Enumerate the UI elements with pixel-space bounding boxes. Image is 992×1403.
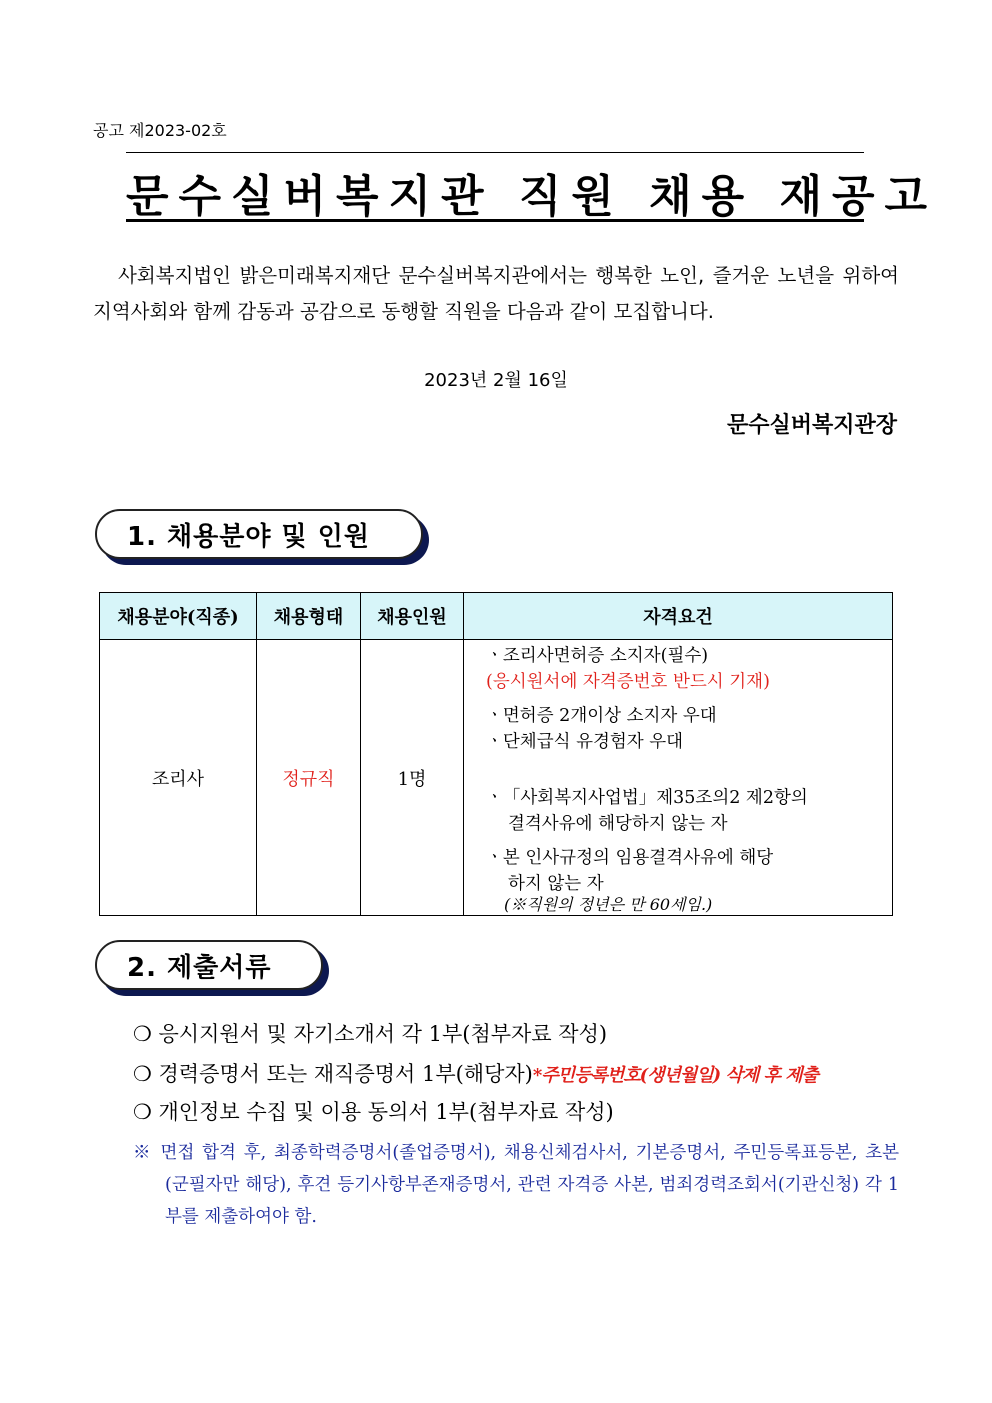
- page-title: 문수실버복지관 직원 채용 재공고: [126, 171, 938, 222]
- document-text: 경력증명서 또는 재직증명서 1부(해당자): [158, 1062, 533, 1086]
- requirement-line: (응시원서에 자격증번호 반드시 기재): [486, 672, 770, 692]
- signer: 문수실버복지관장: [726, 413, 897, 438]
- requirement-line: ㆍ「사회복지사업법」제35조의2 제2항의: [486, 788, 808, 808]
- table-row: [100, 640, 893, 916]
- circle-bullet-icon: ❍: [133, 1100, 152, 1124]
- circle-bullet-icon: ❍: [133, 1062, 152, 1086]
- header-count: 채용인원: [361, 593, 464, 640]
- document-item: [133, 1018, 607, 1048]
- cell-field: 조리사: [100, 640, 257, 916]
- intro-paragraph: 사회복지법인 밝은미래복지재단 문수실버복지관에서는 행복한 노인, 즐거운 노년을 위하여 지역사회와 함께 감동과 공감으로 동행할 직원을 다음과 같이 모집합니다.: [93, 264, 899, 323]
- document-item: [133, 1096, 614, 1126]
- document-item: [133, 1058, 818, 1088]
- hiring-table: [99, 592, 893, 916]
- cell-count: 1명: [361, 640, 464, 916]
- header-requirements: 자격요건: [464, 593, 893, 640]
- title-rule-top: [126, 152, 864, 153]
- section-heading-positions: 1. 채용분야 및 인원: [95, 509, 423, 559]
- title-rule-bottom: [126, 219, 864, 222]
- table-header-row: [100, 593, 893, 640]
- header-type: 채용형태: [257, 593, 361, 640]
- requirement-line: ㆍ조리사면허증 소지자(필수): [486, 646, 709, 666]
- document-note: *주민등록번호(생년월일) 삭제 후 제출: [532, 1065, 818, 1086]
- header-field: 채용분야(직종): [100, 593, 257, 640]
- section-heading-documents: 2. 제출서류: [95, 940, 323, 990]
- remark-note: ※ 면접 합격 후, 최종학력증명서(졸업증명서), 채용신체검사서, 기본증명서, 주민등록표등본, 초본(군필자만 해당), 후견 등기사항부존재증명서, 관련 자격증 사본, 범죄경력조회서(기관신청) 각 1부를 제출하여야 함.: [133, 1143, 899, 1227]
- title-block: [126, 152, 938, 222]
- circle-bullet-icon: ❍: [133, 1022, 152, 1046]
- requirement-note: (※직원의 정년은 만 60세임.): [504, 895, 713, 914]
- cell-type: 정규직: [257, 640, 361, 916]
- requirement-line: 하지 않는 자: [508, 874, 604, 894]
- requirement-line: ㆍ면허증 2개이상 소지자 우대: [486, 706, 717, 726]
- cell-requirements: [464, 640, 893, 916]
- notice-number: 공고 제2023-02호: [93, 121, 227, 140]
- requirement-line: ㆍ본 인사규정의 임용결격사유에 해당: [486, 848, 774, 868]
- requirement-line: 결격사유에 해당하지 않는 자: [508, 814, 728, 834]
- requirement-line: ㆍ단체급식 유경험자 우대: [486, 732, 684, 752]
- document-text: 개인정보 수집 및 이용 동의서 1부(첨부자료 작성): [158, 1100, 614, 1124]
- notice-date: 2023년 2월 16일: [424, 370, 568, 391]
- document-text: 응시지원서 및 자기소개서 각 1부(첨부자료 작성): [158, 1022, 608, 1046]
